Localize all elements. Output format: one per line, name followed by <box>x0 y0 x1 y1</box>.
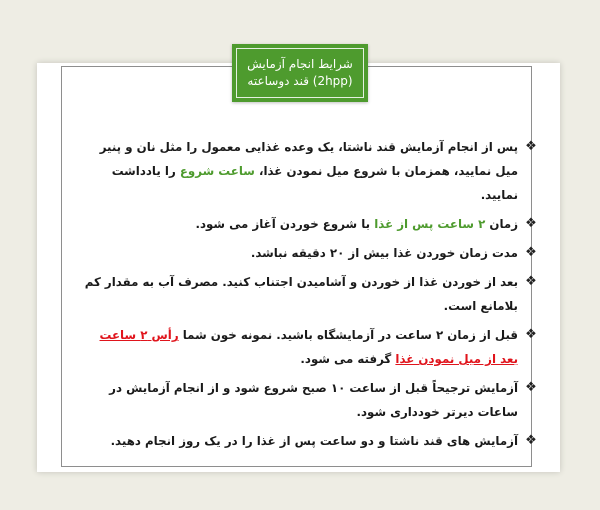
diamond-bullet-icon: ❖ <box>525 245 537 260</box>
diamond-bullet-icon: ❖ <box>525 433 537 448</box>
title-line-2: قند دوساعته (2hpp) <box>247 74 353 88</box>
title-line-1: شرایط انجام آزمایش <box>247 57 353 71</box>
list-item <box>78 270 538 318</box>
item-text: قبل از زمان ۲ ساعت در آزمایشگاه باشید. نمونه خون شما <box>178 328 518 342</box>
item-text: زمان <box>485 217 518 231</box>
item-highlight: ۲ ساعت پس از غذا <box>374 217 486 231</box>
list-item <box>78 212 538 236</box>
list-item <box>78 429 538 453</box>
title-box <box>232 44 368 102</box>
item-text: پس از انجام آزمایش قند ناشتا، یک وعده غذایی معمول را مثل نان و پنیر میل نمایید، همزمان با شروع میل نمودن غذا، <box>99 140 518 178</box>
diamond-bullet-icon: ❖ <box>525 274 537 289</box>
diamond-bullet-icon: ❖ <box>525 380 537 395</box>
item-text: آزمایش ترجیحاً قبل از ساعت ۱۰ صبح شروع شود و از انجام آزمایش در ساعات دیرتر خودداری شود. <box>109 381 518 419</box>
item-text: با شروع خوردن آغاز می شود. <box>195 217 375 231</box>
item-text: مدت زمان خوردن غذا بیش از ۲۰ دقیقه نباشد. <box>250 246 518 260</box>
item-text: بعد از خوردن غذا از خوردن و آشامیدن اجتناب کنید. مصرف آب به مقدار کم بلامانع است. <box>84 275 518 313</box>
item-text: گرفته می شود. <box>300 352 396 366</box>
item-highlight: رأس ۲ ساعت بعد از میل نمودن غذا <box>99 328 518 366</box>
list-item <box>78 376 538 424</box>
diamond-bullet-icon: ❖ <box>525 139 537 154</box>
item-text: را یادداشت نمایید. <box>111 164 518 202</box>
diamond-bullet-icon: ❖ <box>525 216 537 231</box>
item-text: آزمایش های قند ناشتا و دو ساعت پس از غذا را در یک روز انجام دهید. <box>110 434 518 448</box>
instructions-list <box>78 135 538 453</box>
diamond-bullet-icon: ❖ <box>525 327 537 342</box>
title-inner-frame <box>236 48 364 98</box>
list-item <box>78 135 538 207</box>
list-item <box>78 323 538 371</box>
instructions-content <box>78 135 538 458</box>
list-item <box>78 241 538 265</box>
item-highlight: ساعت شروع <box>179 164 255 178</box>
